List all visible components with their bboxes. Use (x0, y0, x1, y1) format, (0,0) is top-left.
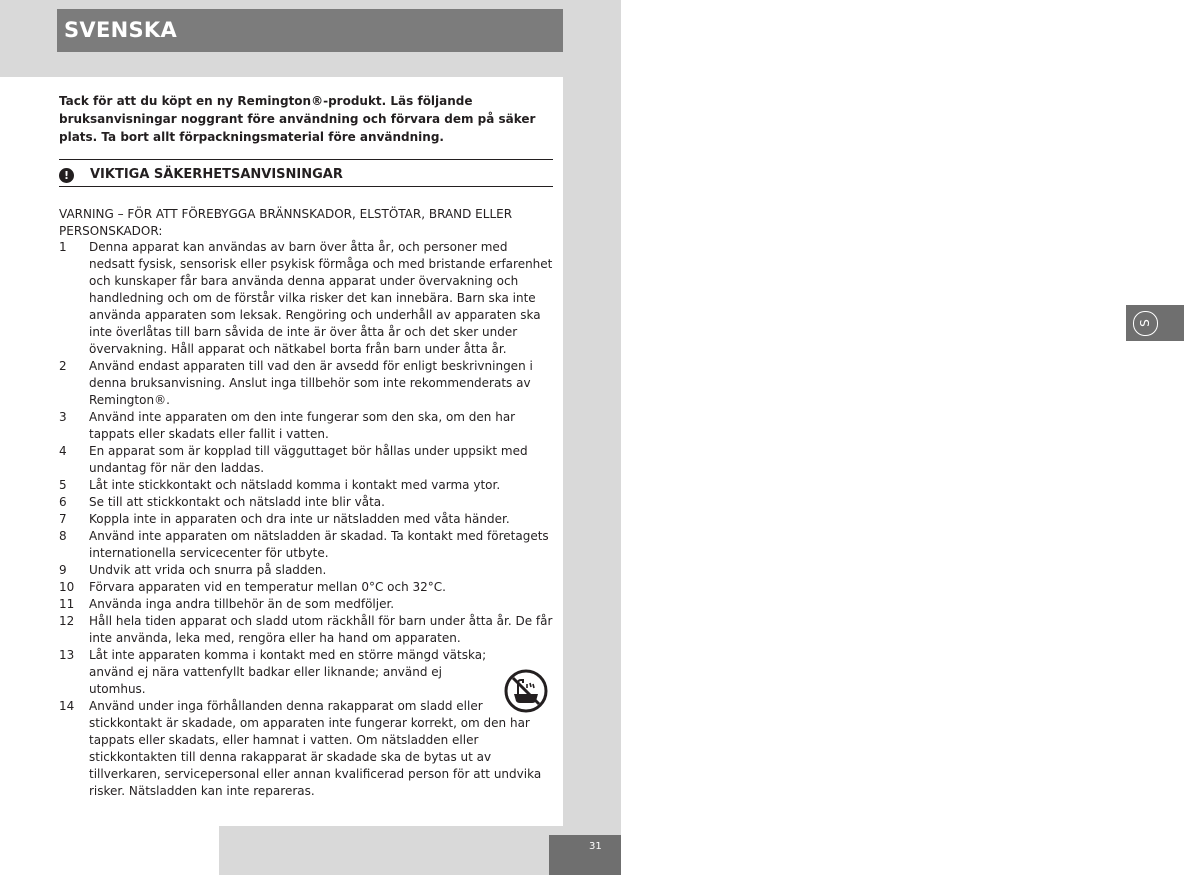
lang-tab-p[interactable]: P (1133, 381, 1156, 404)
lang-tab-ae[interactable]: AE (1133, 788, 1156, 811)
list-item: 4 En apparat som är kopplad till vägguttaget bör hållas under uppsikt med undantag för när den laddas. (59, 444, 528, 475)
warning-icon: ! (59, 168, 74, 183)
lang-tab-i[interactable]: I (1133, 241, 1156, 264)
list-item: 5 Låt inte stickkontakt och nätsladd komma i kontakt med varma ytor. (59, 478, 501, 492)
lang-tab-ru[interactable]: RU (1133, 566, 1156, 589)
list-item: 8 Använd inte apparaten om nätsladden är skadad. Ta kontakt med företagets internationella servicecenter för utbyte. (59, 529, 549, 560)
intro-paragraph: Tack för att du köpt en ny Remington®-produkt. Läs följande bruksanvisningar noggrant före användning och förvara dem på säker plats. Ta bort allt förpackningsmaterial före användning. (59, 94, 536, 144)
list-item: 13 Låt inte apparaten komma i kontakt med en större mängd vätska; använd ej nära vattenfyllt badkar eller liknande; använd ej utomhus. (59, 648, 487, 696)
lang-tab-hr[interactable]: HR (1133, 751, 1156, 774)
lang-tab-dk[interactable]: DK (1133, 276, 1156, 299)
lang-tab-sl[interactable]: SL (1133, 714, 1156, 737)
list-item: 1 Denna apparat kan användas av barn över åtta år, och personer med nedsatt fysisk, sensorisk eller psykisk förmåga och med bristande erfarenhet och kunskaper får bara använda denna apparat under övervakning och handledning och om de förstår vilka risker det kan innebära. Barn ska inte använda apparaten som leksak. Rengöring och underhåll av apparaten ska inte överlåtas till barn såvida de inte är över åtta år och det sker under övervakning. Håll apparat och nätkabel borta från barn under åtta år. (59, 240, 553, 356)
language-tab-strip (563, 0, 1152, 875)
list-item: 9 Undvik att vrida och snurra på sladden. (59, 563, 327, 577)
lang-tab-s-active[interactable]: S (1126, 305, 1184, 341)
lang-tab-gb[interactable]: GB (1133, 63, 1156, 86)
lang-tab-h[interactable]: H (1133, 529, 1156, 552)
safety-instructions-list (59, 239, 553, 800)
list-item: 2 Använd endast apparaten till vad den är avsedd för enligt beskrivningen i denna bruksanvisning. Anslut inga tillbehör som inte rekommenderats av Remington®. (59, 359, 533, 407)
lang-tab-tr[interactable]: TR (1133, 603, 1156, 626)
lang-tab-d[interactable]: D (1133, 101, 1156, 124)
list-item: 12 Håll hela tiden apparat och sladd utom räckhåll för barn under åtta år. De får inte använda, leka med, rengöra eller ha hand om apparaten. (59, 614, 553, 645)
lang-tab-sk[interactable]: SK (1133, 418, 1156, 441)
lang-tab-gr[interactable]: GR (1133, 677, 1156, 700)
list-item: 10 Förvara apparaten vid en temperatur mellan 0°C och 32°C. (59, 580, 446, 594)
lang-tab-pl[interactable]: PL (1133, 492, 1156, 515)
list-item: 7 Koppla inte in apparaten och dra inte ur nätsladden med våta händer. (59, 512, 510, 526)
page-number-box (549, 835, 621, 875)
page-title: SVENSKA (64, 18, 178, 42)
lang-tab-f[interactable]: F (1133, 171, 1156, 194)
lang-tab-e[interactable]: E (1133, 206, 1156, 229)
warning-heading: VARNING – FÖR ATT FÖREBYGGA BRÄNNSKADOR, ELSTÖTAR, BRAND ELLER PERSONSKADOR: (59, 207, 513, 238)
list-item: 14 Använd under inga förhållanden denna rakapparat om sladd eller stickkontakt är skadade, om apparaten inte fungerar korrekt, om den har tappats eller skadats, eller hamnat i vatten. Om nätsladden eller stickkontakten till denna rakapparat är skadade ska de bytas ut av tillverkaren, servicepersonal eller annan kvalificerad person för att undvika risker. Nätsladden kan inte repareras. (59, 699, 542, 798)
language-title-box (57, 9, 563, 52)
footer-band (219, 826, 563, 875)
lang-tab-nl[interactable]: NL (1133, 136, 1156, 159)
section-rule-bottom (59, 186, 553, 187)
lang-tab-fin[interactable]: FIN (1133, 346, 1156, 369)
section-heading: VIKTIGA SÄKERHETSANVISNINGAR (90, 167, 343, 182)
list-item: 3 Använd inte apparaten om den inte fungerar som den ska, om den har tappats eller skadats eller fallit i vatten. (59, 410, 516, 441)
list-item: 6 Se till att stickkontakt och nätsladd inte blir våta. (59, 495, 385, 509)
page-number: 31 (589, 841, 602, 852)
no-water-bath-icon (504, 669, 548, 713)
lang-tab-ro[interactable]: RO (1133, 640, 1156, 663)
lang-tab-cz[interactable]: CZ (1133, 455, 1156, 478)
list-item: 11 Använda inga andra tillbehör än de som medföljer. (59, 597, 395, 611)
section-rule-top (59, 159, 553, 160)
